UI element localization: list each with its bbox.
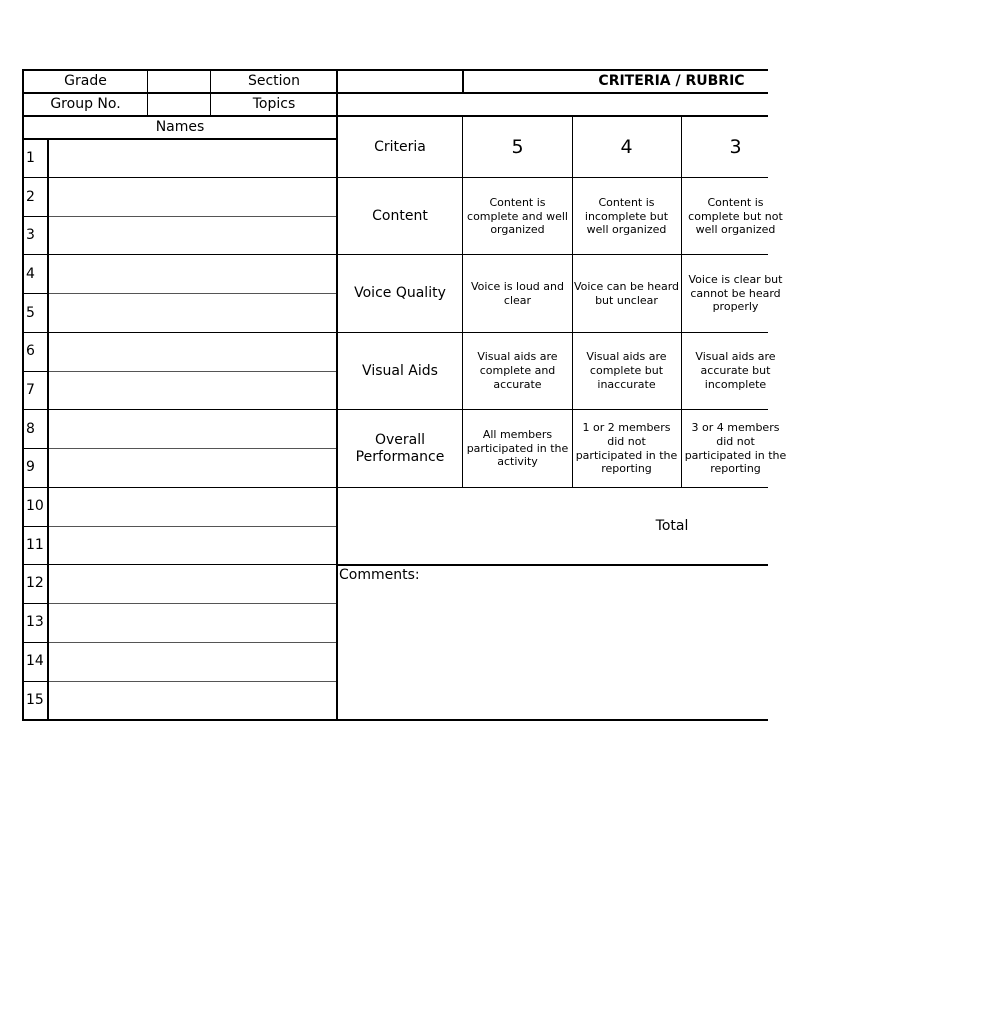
student-number: 14 xyxy=(26,653,44,670)
student-name-cell[interactable] xyxy=(48,332,337,371)
student-name-cell[interactable] xyxy=(48,294,337,332)
student-name-cell[interactable] xyxy=(48,526,337,564)
criterion-voice-quality: Voice Quality xyxy=(354,285,446,302)
student-number: 2 xyxy=(26,188,35,205)
student-name-cell[interactable] xyxy=(48,448,337,487)
descriptor-cell: Visual aids are accurate but incomplete xyxy=(695,350,776,391)
student-number: 11 xyxy=(26,536,44,553)
student-name-cell[interactable] xyxy=(48,178,337,216)
score-3-header: 3 xyxy=(729,135,742,158)
student-name-cell[interactable] xyxy=(48,603,337,642)
student-number: 13 xyxy=(26,614,44,631)
student-name-cell[interactable] xyxy=(48,642,337,681)
student-name-cell[interactable] xyxy=(48,410,337,448)
student-number: 8 xyxy=(26,420,35,437)
descriptor-cell: Content is complete but not well organized xyxy=(688,195,783,237)
student-number: 7 xyxy=(26,382,35,399)
descriptor-cell: Content is complete and well organized xyxy=(467,195,568,237)
grade-value-cell[interactable] xyxy=(148,70,211,93)
descriptor-cell: Visual aids are complete and accurate xyxy=(477,350,558,391)
comments-label: Comments: xyxy=(339,567,420,583)
descriptor-cell: Visual aids are complete but inaccurate xyxy=(586,350,667,391)
criterion-visual-aids: Visual Aids xyxy=(362,362,438,379)
descriptor-cell: 1 or 2 members did not participated in the reporting xyxy=(575,421,678,476)
descriptor-cell: Voice is clear but cannot be heard properly xyxy=(688,272,783,314)
criteria-label: Criteria xyxy=(374,138,426,155)
names-label: Names xyxy=(155,118,205,135)
grade-label: Grade xyxy=(64,73,107,90)
descriptor-cell: 3 or 4 members did not participated in the reporting xyxy=(684,421,787,476)
student-name-cell[interactable] xyxy=(48,255,337,294)
student-name-cell[interactable] xyxy=(48,139,337,178)
score-5-header: 5 xyxy=(511,135,524,158)
group-number-label: Group No. xyxy=(50,96,121,113)
topics-value-cell[interactable] xyxy=(337,93,768,116)
section-value-cell[interactable] xyxy=(337,70,463,93)
descriptor-cell: Content is incomplete but well organized xyxy=(584,195,669,237)
topics-label: Topics xyxy=(252,96,296,113)
group-number-value-cell[interactable] xyxy=(148,93,211,116)
descriptor-cell: Voice is loud and clear xyxy=(471,279,564,307)
student-number: 3 xyxy=(26,227,35,244)
student-name-cell[interactable] xyxy=(48,216,337,255)
criterion-content: Content xyxy=(372,208,428,225)
student-number: 5 xyxy=(26,304,35,321)
student-name-cell[interactable] xyxy=(48,487,337,526)
criterion-overall-performance: Overall Performance xyxy=(355,431,445,465)
rubric-title: CRITERIA / RUBRIC xyxy=(598,73,745,90)
student-number: 6 xyxy=(26,343,35,360)
descriptor-cell: All members participated in the activity xyxy=(466,427,569,469)
score-4-header: 4 xyxy=(620,135,633,158)
student-name-cell[interactable] xyxy=(48,564,337,603)
student-number: 12 xyxy=(26,575,44,592)
section-label: Section xyxy=(247,73,300,90)
total-label: Total xyxy=(655,517,689,534)
student-name-cell[interactable] xyxy=(48,371,337,410)
student-number: 9 xyxy=(26,459,35,476)
student-name-cell[interactable] xyxy=(48,681,337,720)
student-number: 15 xyxy=(26,692,44,709)
student-number: 4 xyxy=(26,266,35,283)
student-number: 10 xyxy=(26,498,44,515)
descriptor-cell: Voice can be heard but unclear xyxy=(573,279,680,307)
student-number: 1 xyxy=(26,150,35,167)
